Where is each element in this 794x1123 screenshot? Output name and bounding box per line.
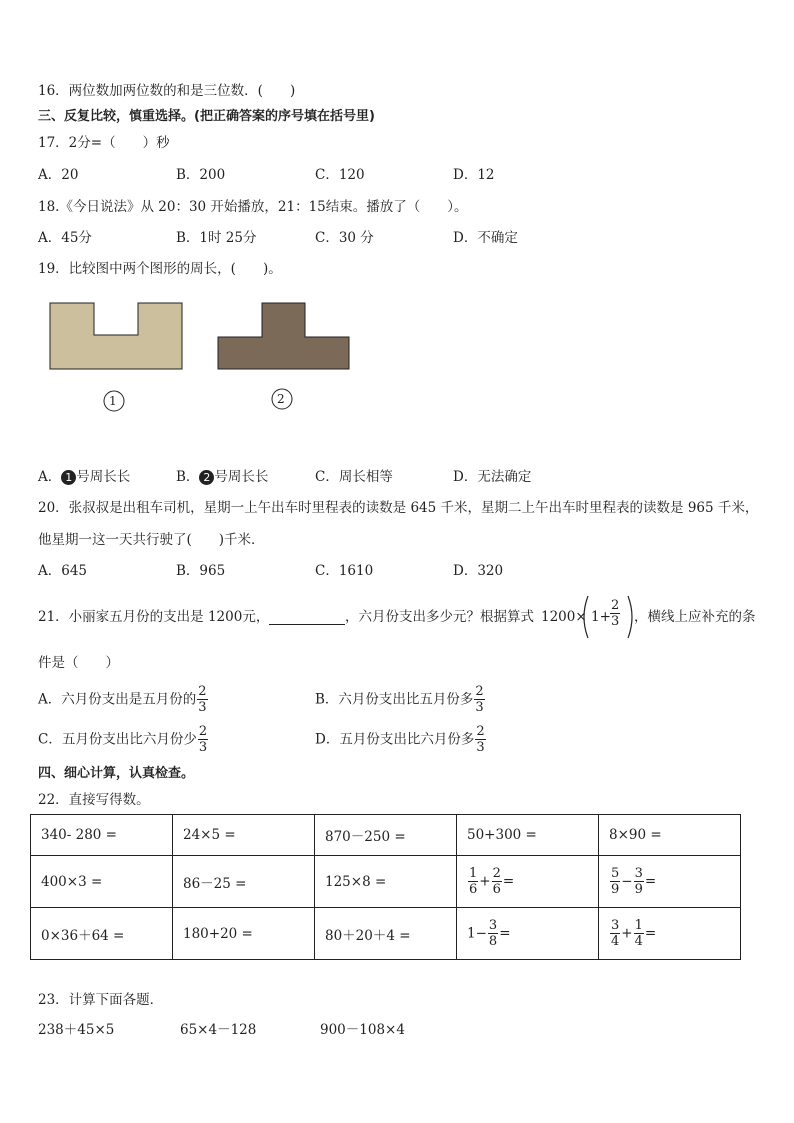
q18-option-d: D．不确定 [453, 230, 518, 246]
calc-cell: 86－25 = [173, 856, 315, 908]
q23-expression-1: 238＋45×5 [38, 1022, 115, 1038]
question-16: 16．两位数加两位数的和是三位数．( ) [38, 83, 296, 99]
q18-option-b: B．1时 25分 [176, 230, 257, 246]
shape-2-label: 2 [277, 392, 285, 406]
question-19: 19．比较图中两个图形的周长，( )。 [38, 261, 282, 277]
calc-cell: 870－250 = [315, 815, 457, 856]
q19-figures [0, 0, 794, 440]
question-21-line-2: 件是（ ） [38, 655, 119, 671]
q20-option-d: D．320 [453, 563, 504, 579]
q19-option-d: D．无法确定 [453, 469, 532, 485]
q21-option-c: C．五月份支出比六月份少 $\frac{2}{3}$ [38, 724, 208, 755]
question-21-part-2: ，六月份支出多少元？根据算式 [345, 609, 534, 625]
q17-option-c: C．120 [315, 167, 365, 183]
q21-option-a: A．六月份支出是五月份的 $\frac{2}{3}$ [38, 684, 207, 715]
shape-1-label: 1 [109, 394, 117, 408]
question-21-part-3: ，横线上应补充的条 [634, 609, 756, 625]
question-17: 17．2分=（ ）秒 [38, 135, 170, 151]
q19-option-a: A． 1 号周长长 [38, 469, 131, 485]
q20-option-a: A．645 [38, 563, 88, 579]
answer-blank [269, 624, 345, 625]
q23-expression-2: 65×4－128 [180, 1022, 257, 1038]
calculation-table [30, 814, 741, 960]
q21-option-b: B．六月份支出比五月份多 $\frac{2}{3}$ [315, 684, 484, 715]
calc-cell-fraction: $\frac{1}{6}$ + $\frac{2}{6}$ = [457, 856, 599, 908]
calc-cell-fraction: $\frac{5}{9}$ − $\frac{3}{9}$ = [599, 856, 741, 908]
q20-option-b: B．965 [176, 563, 226, 579]
calc-cell: 24×5 = [173, 815, 315, 856]
formula-one: 1+ [591, 609, 611, 625]
q19-option-b: B． 2 号周长长 [176, 469, 269, 485]
formula-prefix: 1200× [541, 609, 587, 625]
question-20-line-1: 20．张叔叔是出租车司机，星期一上午出车时里程表的读数是 645 千米，星期二上午出车时里程表的读数是 965 千米， [38, 500, 759, 516]
calc-cell: 80＋20＋4 = [315, 908, 457, 960]
q23-expression-3: 900－108×4 [320, 1022, 405, 1038]
calc-cell: 50+300 = [457, 815, 599, 856]
question-18: 18.《今日说法》从 20：30 开始播放，21：15结束。播放了（ ）。 [38, 199, 468, 215]
table-row [31, 856, 741, 908]
question-22: 22．直接写得数。 [38, 792, 150, 808]
section-3-heading: 三、反复比较，慎重选择。(把正确答案的序号填在括号里) [38, 109, 375, 124]
q17-option-a: A．20 [38, 167, 79, 183]
shape-2 [218, 303, 349, 369]
table-row [31, 908, 741, 960]
calc-cell: 340- 280 = [31, 815, 173, 856]
question-21-part-1: 21．小丽家五月份的支出是 1200元， [38, 609, 270, 625]
circle-1-icon: 1 [61, 470, 76, 485]
shape-1 [50, 303, 182, 369]
circle-2-icon: 2 [199, 470, 214, 485]
q20-option-c: C．1610 [315, 563, 374, 579]
calc-cell: 0×36＋64 = [31, 908, 173, 960]
calc-cell: 180+20 = [173, 908, 315, 960]
q21-option-d: D．五月份支出比六月份多 $\frac{2}{3}$ [315, 724, 485, 755]
q18-option-c: C．30 分 [315, 230, 374, 246]
formula-fraction: $\frac{2}{3}$ [611, 598, 620, 629]
q17-option-b: B．200 [176, 167, 226, 183]
section-4-heading: 四、细心计算，认真检查。 [38, 766, 195, 781]
q17-option-d: D．12 [453, 167, 495, 183]
calc-cell: 400×3 = [31, 856, 173, 908]
calc-cell: 125×8 = [315, 856, 457, 908]
question-23: 23．计算下面各题． [38, 992, 164, 1008]
calc-cell-fraction: $\frac{3}{4}$ + $\frac{1}{4}$ = [599, 908, 741, 960]
question-20-line-2: 他星期一这一天共行驶了( )千米． [38, 532, 265, 548]
q18-option-a: A．45分 [38, 230, 92, 246]
calc-cell-fraction: 1− $\frac{3}{8}$ = [457, 908, 599, 960]
q19-option-c: C．周长相等 [315, 469, 393, 485]
calc-cell: 8×90 = [599, 815, 741, 856]
table-row [31, 815, 741, 856]
